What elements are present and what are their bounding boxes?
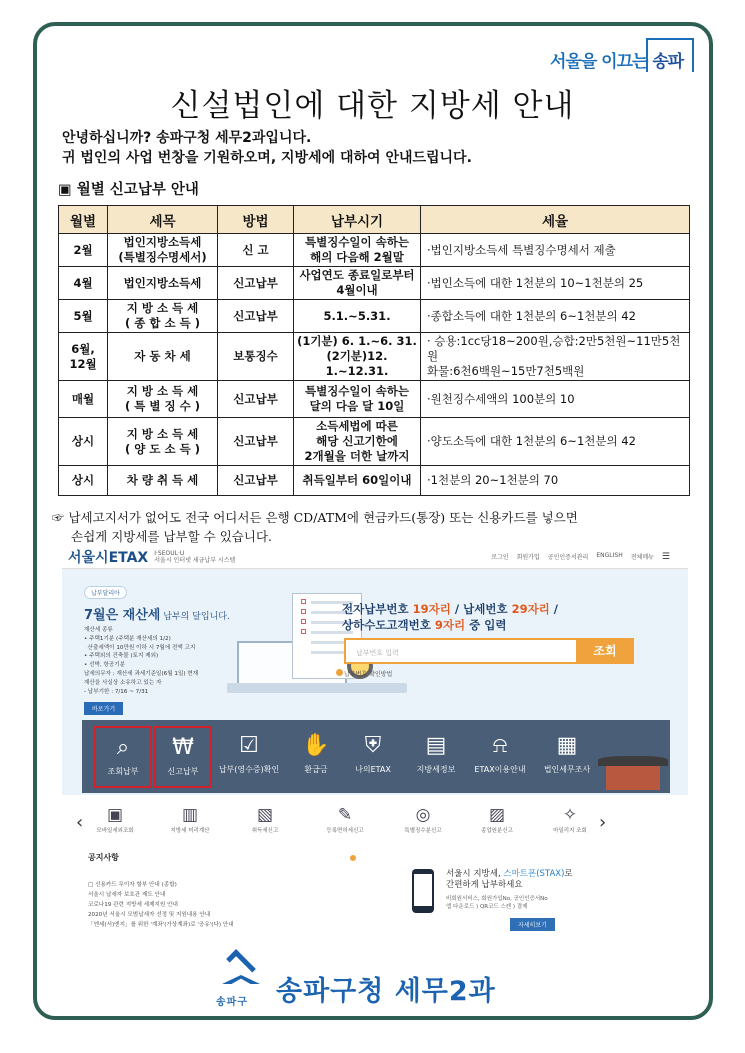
stax-small-line: 비회원서비스, 회원가입No, 공인인증서No	[446, 896, 548, 902]
tax-schedule-table	[58, 205, 690, 496]
search-highlight: 9자리	[434, 618, 466, 632]
table-cell-rate: ·종합소득에 대한 1천분의 6~1천분의 42	[421, 300, 690, 333]
acquisition-icon: ▧	[256, 805, 274, 825]
table-row	[59, 381, 690, 418]
all-menu-link[interactable]: 전체메뉴	[630, 554, 654, 561]
table-row	[59, 418, 690, 466]
table-cell-month: 4월	[59, 267, 108, 300]
search-doc-icon: ⌕	[116, 734, 130, 760]
house-logo-icon	[646, 38, 694, 72]
slogan-brand: 송파	[652, 52, 684, 72]
notice-item[interactable]: 코로나19 관련 지방세 세제지원 안내	[88, 902, 178, 908]
stax-text-line: 간편하게 납부하세요	[446, 880, 523, 890]
promo-bullet: 납세의무자 : 재산세 과세기준일(6월 1일) 현재	[84, 670, 199, 677]
search-help-link[interactable]: 납부번호 확인방법	[344, 671, 393, 678]
atm-note	[52, 508, 692, 546]
search-highlight: 19자리	[412, 602, 451, 616]
nav-label: 납부(영수증)확인	[218, 765, 280, 774]
nav-audit[interactable]	[534, 726, 600, 788]
note-line: 손쉽게 지방세를 납부할 수 있습니다.	[71, 529, 272, 544]
nav-report-pay[interactable]	[154, 726, 212, 788]
quick-label: 등록면허세신고	[326, 828, 364, 834]
promo-headline-main: 7월은 재산세	[84, 608, 161, 623]
search-text: 전자납부번호	[342, 602, 413, 616]
help-icon	[336, 669, 343, 676]
table-cell-rate: · 승용:1cc당18~200원,승합:2만5천원~11만5천원 화물:6천6백원~15만7천5백원	[421, 333, 690, 381]
table-row	[59, 466, 690, 496]
won-icon: ₩	[172, 734, 194, 760]
nav-tax-info[interactable]	[407, 726, 465, 788]
stax-detail-button[interactable]: 자세히보기	[510, 918, 555, 931]
bell-icon: ⍾	[492, 732, 508, 758]
greeting-line: 귀 법인의 사업 번창을 기원하오며, 지방세에 대하여 안내드립니다.	[62, 150, 472, 166]
quick-label: 종업원분신고	[481, 828, 513, 834]
table-cell-item: 지 방 소 득 세 ( 특 별 징 수 )	[108, 381, 218, 418]
column-header: 월별	[59, 206, 108, 234]
column-header: 납부시기	[294, 206, 421, 234]
promo-bullet: - 납부기한 : 7/16 ~ 7/31	[84, 688, 149, 695]
table-cell-period: (1기분) 6. 1.~6. 31. (2기분)12. 1.~12.31.	[294, 333, 421, 381]
table-cell-method: 신고납부	[218, 381, 294, 418]
table-cell-rate: ·1천분의 20~1천분의 70	[421, 466, 690, 496]
stax-small-line: 앱 다운로드 ) QR코드 스캔 ) 결제	[446, 904, 528, 910]
promo-bullet: • 선박, 항공기분	[84, 662, 126, 669]
section-title: ▣ 월별 신고납부 안내	[58, 182, 199, 198]
table-cell-period: 5.1.~5.31.	[294, 300, 421, 333]
table-cell-month: 5월	[59, 300, 108, 333]
notice-panel	[88, 852, 356, 930]
quick-label: 모바일세외조회	[96, 828, 134, 834]
etax-logo-sub-line: I·SEOUL·U	[154, 549, 185, 557]
table-cell-month: 상시	[59, 466, 108, 496]
greeting-line: 안녕하십니까? 송파구청 세무2과입니다.	[62, 130, 312, 146]
promo-bullet: 산출세액이 10만원 이하 시 7월에 전액 고지	[84, 644, 196, 651]
table-cell-method: 보통징수	[218, 333, 294, 381]
mobile-icon: ▣	[106, 805, 124, 825]
column-header: 방법	[218, 206, 294, 234]
stax-highlight: 스마트폰(STAX)	[503, 869, 565, 879]
quick-item[interactable]	[392, 804, 454, 834]
note-line: ☞ 납세고지서가 없어도 전국 어디서든 은행 CD/ATM에 현금카드(통장) 또는 신용카드를 넣으면	[52, 510, 578, 525]
footer	[218, 955, 538, 1015]
table-cell-item: 법인지방소득세 (특별징수명세서)	[108, 234, 218, 267]
nav-label: 나의ETAX	[355, 765, 391, 774]
quick-item[interactable]	[159, 804, 221, 834]
refund-icon: ✋	[302, 732, 330, 758]
quick-item[interactable]	[539, 804, 601, 834]
etax-logo-sub-line: 서울시 인터넷 세금납부 시스템	[154, 556, 236, 564]
stax-small	[446, 895, 548, 911]
quick-item[interactable]	[234, 804, 296, 834]
quick-label: 마일리지 조회	[553, 828, 587, 834]
etax-logo-sub	[154, 550, 235, 564]
notice-item[interactable]: □ 신용카드 무이자 할부 안내 (종합)	[88, 882, 177, 888]
payment-number-input[interactable]: 납부번호 입력	[344, 638, 576, 664]
english-link[interactable]: ENGLISH	[596, 552, 623, 559]
table-cell-rate: ·법인소득에 대한 1천분의 10~1천분의 25	[421, 267, 690, 300]
table-cell-item: 차 량 취 득 세	[108, 466, 218, 496]
document-search-icon: ▤	[425, 732, 447, 758]
receipt-icon: ☑	[239, 732, 259, 758]
notice-item[interactable]: 2020년 서울시 모범납세자 선정 및 지원내용 안내	[88, 912, 211, 918]
notice-item[interactable]: 서울시 납세자 보호관 제도 안내	[88, 892, 166, 898]
nav-lookup-pay[interactable]	[94, 726, 152, 788]
table-cell-period: 특별징수일이 속하는 달의 다음 달 10일	[294, 381, 421, 418]
slogan-text: 서울을 이끄는	[550, 52, 653, 72]
table-cell-method: 신 고	[218, 234, 294, 267]
promo-bullet: • 주택1기분 (주택분 재산세의 1/2)	[84, 635, 171, 642]
table-cell-month: 2월	[59, 234, 108, 267]
nav-label: 법인세무조사	[543, 765, 591, 774]
laptop-base	[227, 683, 407, 693]
stax-text	[446, 869, 573, 891]
signup-link[interactable]: 회원가입	[516, 554, 540, 561]
quick-label: 지방세 미리계산	[170, 828, 210, 834]
nav-label: 신고납부	[167, 767, 199, 776]
go-button[interactable]: 바로가기	[84, 702, 123, 715]
notice-list	[88, 880, 356, 930]
table-cell-period: 취득일부터 60일이내	[294, 466, 421, 496]
table-row	[59, 300, 690, 333]
table-cell-month: 매월	[59, 381, 108, 418]
search-instructions	[342, 601, 558, 633]
prev-arrow-icon[interactable]: ‹	[76, 812, 84, 833]
nav-my-etax[interactable]	[344, 726, 402, 788]
employee-icon: ▨	[488, 805, 506, 825]
login-link[interactable]: 로그인	[491, 554, 509, 561]
search-text: / 납세번호	[450, 602, 512, 616]
etax-nav-bar	[82, 720, 670, 793]
table-cell-method: 신고납부	[218, 418, 294, 466]
table-cell-method: 신고납부	[218, 300, 294, 333]
nav-label: 환급금	[304, 765, 328, 774]
notice-more-icon[interactable]	[350, 855, 356, 861]
nav-label: ETAX이용안내	[474, 765, 526, 774]
table-cell-item: 자 동 차 세	[108, 333, 218, 381]
stax-promo	[398, 855, 584, 933]
etax-logo[interactable]: 서울시ETAX	[68, 549, 149, 566]
etax-top-menu	[491, 552, 670, 562]
quick-item[interactable]	[466, 804, 528, 834]
palace-illustration	[598, 750, 668, 790]
table-cell-period: 특별징수일이 속하는 해의 다음해 2월말	[294, 234, 421, 267]
etax-header	[62, 545, 688, 569]
column-header: 세율	[421, 206, 690, 234]
next-arrow-icon[interactable]: ›	[599, 812, 607, 833]
etax-screenshot	[62, 545, 688, 795]
table-cell-month: 6월, 12월	[59, 333, 108, 381]
special-collect-icon: ◎	[415, 805, 431, 825]
nav-label: 조회납부	[107, 767, 139, 776]
table-cell-item: 지 방 소 득 세 ( 양 도 소 득 )	[108, 418, 218, 466]
table-cell-method: 신고납부	[218, 466, 294, 496]
promo-pill: 납부달리아	[84, 586, 127, 599]
table-cell-rate: ·양도소득에 대한 1천분의 6~1천분의 42	[421, 418, 690, 466]
cert-link[interactable]: 공인인증서관리	[547, 554, 589, 561]
nav-guide[interactable]	[467, 726, 533, 788]
promo-bullet: • 주택외의 건축물 (토지 제외)	[84, 653, 159, 660]
promo-bullet: 재산세 종류	[84, 627, 113, 633]
logo-text: 송파구	[216, 997, 248, 1008]
promo-headline	[84, 604, 264, 623]
nav-refund[interactable]	[287, 726, 345, 788]
search-text: 중 입력	[465, 618, 507, 632]
etax-quick-menu	[62, 800, 688, 845]
table-cell-rate: ·원천징수세액의 100분의 10	[421, 381, 690, 418]
search-highlight: 29자리	[511, 602, 550, 616]
smartphone-icon	[412, 869, 434, 913]
search-text: 상하수도고객번호	[342, 618, 435, 632]
stax-text-part: 로	[564, 869, 573, 879]
table-row	[59, 234, 690, 267]
footer-department: 송파구청 세무2과	[276, 976, 496, 1007]
license-icon: ✎	[337, 805, 353, 825]
table-cell-item: 지 방 소 득 세 ( 종 합 소 득 )	[108, 300, 218, 333]
quick-label: 취득세신고	[251, 828, 279, 834]
stax-text-part: 서울시 지방세,	[446, 869, 504, 879]
songpa-logo	[216, 955, 264, 1008]
table-cell-month: 상시	[59, 418, 108, 466]
table-cell-period: 소득세법에 따른 해당 신고기한에 2개월을 더한 날까지	[294, 418, 421, 466]
nav-label: 지방세정보	[416, 765, 456, 774]
notice-title: 공지사항	[88, 853, 119, 862]
building-icon: ▦	[556, 732, 578, 758]
search-text: /	[549, 602, 559, 616]
search-button[interactable]: 조회	[576, 638, 634, 664]
greeting	[62, 128, 472, 168]
table-cell-rate: ·법인지방소득세 특별징수명세서 제출	[421, 234, 690, 267]
page-title: 신설법인에 대한 지방세 안내	[170, 88, 575, 124]
promo-headline-rest: 납부의 달입니다.	[160, 612, 230, 622]
user-shield-icon: ⛨	[364, 732, 382, 758]
nav-receipt[interactable]	[214, 726, 284, 788]
mileage-icon: ✧	[562, 805, 578, 825]
table-row	[59, 267, 690, 300]
quick-item[interactable]	[84, 804, 146, 834]
calculator-icon: ▥	[181, 805, 199, 825]
quick-item[interactable]	[314, 804, 376, 834]
table-cell-period: 사업연도 종료일로부터 4월이내	[294, 267, 421, 300]
column-header: 세목	[108, 206, 218, 234]
notice-item[interactable]: 「엔세(서)엔지」를 위한 '계좌'(가상계좌)로 '공유'(다) 안내	[88, 922, 234, 928]
hamburger-icon[interactable]: ☰	[661, 552, 670, 562]
table-row	[59, 333, 690, 381]
table-cell-method: 신고납부	[218, 267, 294, 300]
quick-label: 특별징수분신고	[404, 828, 442, 834]
table-cell-item: 법인지방소득세	[108, 267, 218, 300]
table-header-row	[59, 206, 690, 234]
promo-bullet: 재산을 사실상 소유하고 있는 자	[84, 679, 162, 686]
